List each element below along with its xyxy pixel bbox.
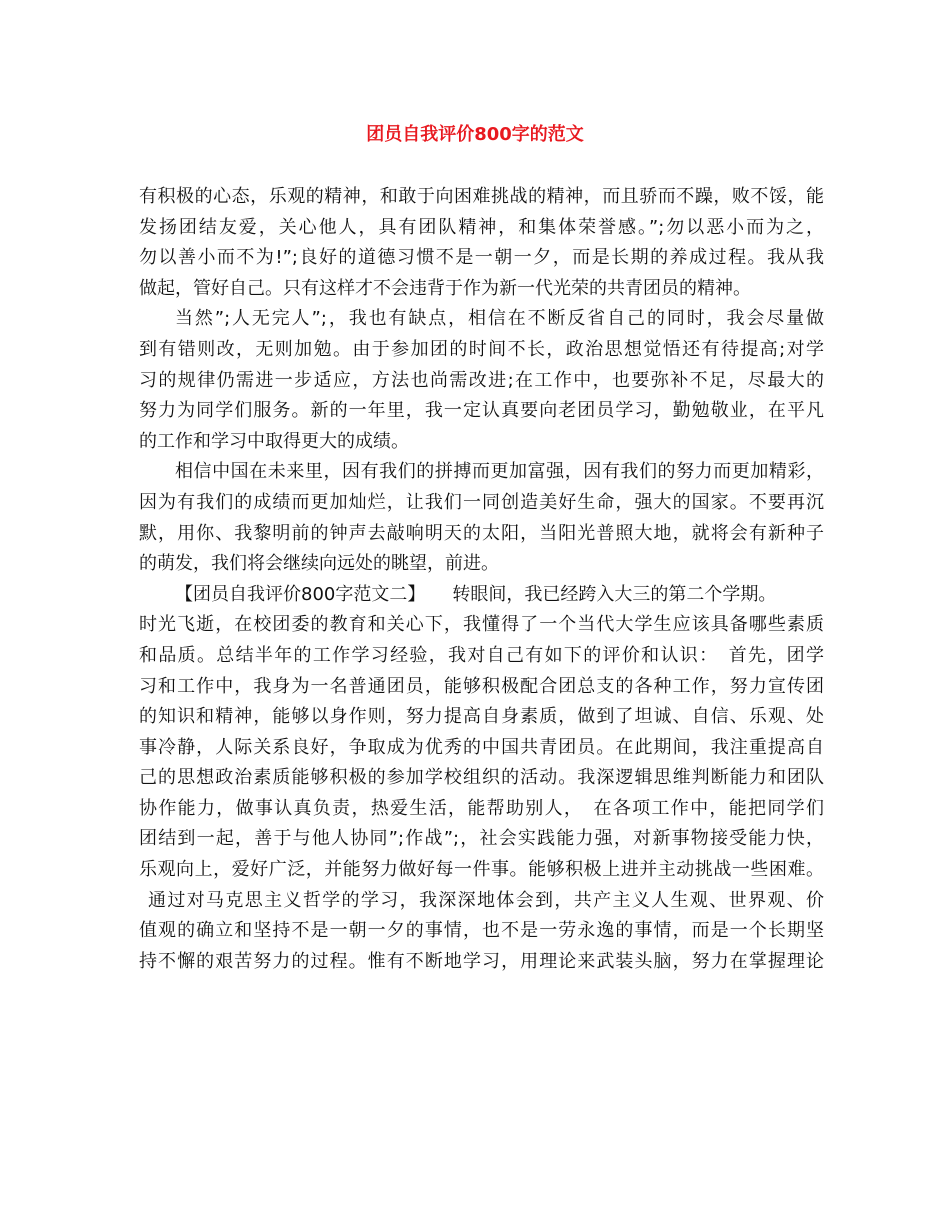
text-line: 持不懈的艰苦努力的过程。惟有不断地学习，用理论来武装头脑，努力在掌握理论 xyxy=(139,950,824,972)
document-body xyxy=(139,182,824,977)
text-line: 的知识和精神，能够以身作则，努力提高自身素质，做到了坦诚、自信、乐观、处 xyxy=(139,706,824,728)
text-line: 习和工作中，我身为一名普通团员，能够积极配合团总支的各种工作，努力宣传团 xyxy=(139,675,824,697)
text-line: 团结到一起，善于与他人协同”;作战”;，社会实践能力强，对新事物接受能力快， xyxy=(139,828,824,850)
text-line: 己的思想政治素质能够积极的参加学校组织的活动。我深逻辑思维判断能力和团队 xyxy=(139,767,824,789)
text-line: 乐观向上，爱好广泛，并能努力做好每一件事。能够积极上进并主动挑战一些困难。 xyxy=(139,859,824,881)
text-line: 相信中国在未来里，因有我们的拼搏而更加富强，因有我们的努力而更加精彩， xyxy=(175,461,824,483)
text-line: 的工作和学习中取得更大的成绩。 xyxy=(139,430,409,452)
text-line: 当然”;人无完人”;，我也有缺点，相信在不断反省自己的同时，我会尽量做 xyxy=(175,308,824,330)
text-line: 默，用你、我黎明前的钟声去敲响明天的太阳，当阳光普照大地，就将会有新种子 xyxy=(139,522,824,544)
text-line: 时光飞逝，在校团委的教育和关心下，我懂得了一个当代大学生应该具备哪些素质 xyxy=(139,614,824,636)
text-line: 做起，管好自己。只有这样才不会违背于作为新一代光荣的共青团员的精神。 xyxy=(139,277,751,299)
document-title: 团员自我评价800字的范文 xyxy=(366,124,584,145)
text-line: 因为有我们的成绩而更加灿烂，让我们一同创造美好生命，强大的国家。不要再沉 xyxy=(139,491,824,513)
text-line: 值观的确立和坚持不是一朝一夕的事情，也不是一劳永逸的事情，而是一个长期坚 xyxy=(139,920,824,942)
text-line: 勿以善小而不为!”;良好的道德习惯不是一朝一夕，而是长期的养成过程。我从我 xyxy=(139,247,824,269)
text-line: 到有错则改，无则加勉。由于参加团的时间不长，政治思想觉悟还有待提高;对学 xyxy=(139,338,824,360)
text-line: 习的规律仍需进一步适应，方法也尚需改进;在工作中，也要弥补不足，尽最大的 xyxy=(139,369,824,391)
text-line: 有积极的心态，乐观的精神，和敢于向困难挑战的精神，而且骄而不躁，败不馁，能 xyxy=(139,186,824,207)
text-line: 通过对马克思主义哲学的学习，我深深地体会到，共产主义人生观、世界观、价 xyxy=(148,889,824,911)
text-line: 发扬团结友爱，关心他人，具有团队精神，和集体荣誉感。”;勿以恶小而为之， xyxy=(139,216,824,238)
text-line: 的萌发，我们将会继续向远处的眺望，前进。 xyxy=(139,553,499,575)
text-line: 努力为同学们服务。新的一年里，我一定认真要向老团员学习，勤勉敬业，在平凡 xyxy=(139,400,824,422)
text-line: 和品质。总结半年的工作学习经验，我对自己有如下的评价和认识： 首先，团学 xyxy=(139,644,824,666)
text-line: 事冷静，人际关系良好，争取成为优秀的中国共青团员。在此期间，我注重提高自 xyxy=(139,736,824,758)
text-line: 协作能力，做事认真负责，热爱生活，能帮助别人， 在各项工作中，能把同学们 xyxy=(139,797,824,819)
text-line: 【团员自我评价800字范文二】 转眼间，我已经跨入大三的第二个学期。 xyxy=(175,583,777,605)
